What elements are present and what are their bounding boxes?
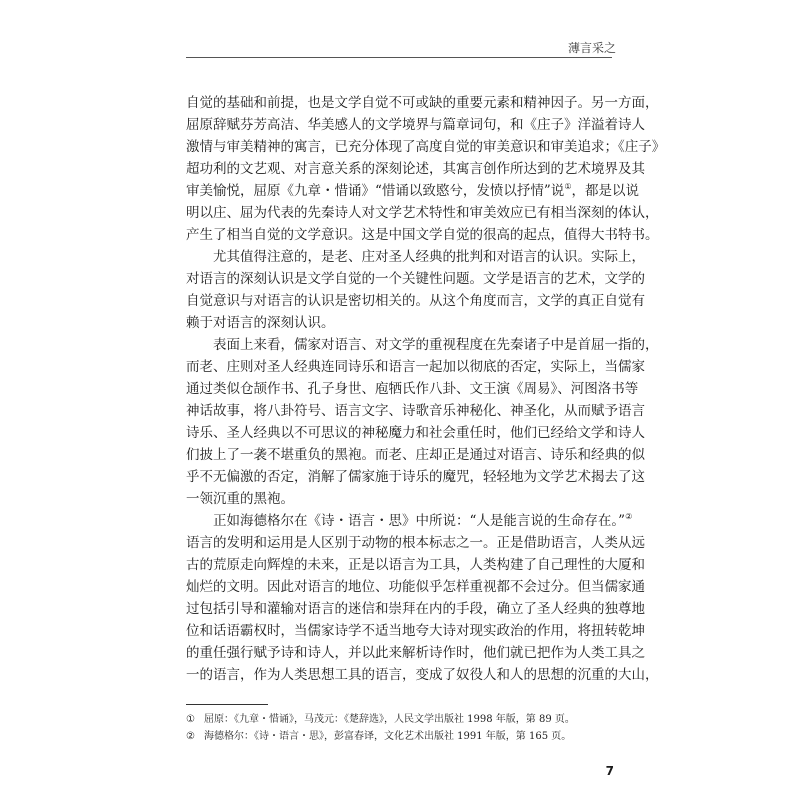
text-line: 诗乐、圣人经典以不可思议的神秘魔力和社会重任时，他们已经给文学和诗人 [186,425,645,441]
text-line: 明以庄、屈为代表的先秦诗人对文学艺术特性和审美效应已有相当深刻的体认， [186,205,659,221]
text-line: 而老、庄则对圣人经典连同诗乐和语言一起加以彻底的否定，实际上，当儒家 [186,359,645,375]
page-number: 7 [605,764,614,778]
text-line: 一领沉重的黑袍。 [186,491,294,507]
footnote-ref[interactable]: ② [625,512,633,521]
text-line: 古的荒原走向辉煌的未来，正是以语言为工具，人类构建了自己理性的大厦和 [186,557,645,573]
footnote-item [186,711,614,728]
footnote-text: 屈原：《九章・惜诵》，马茂元：《楚辞选》，人民文学出版社 1998 年版，第 89 页。 [204,714,575,725]
text-line: 激情与审美精神的寓言，已充分体现了高度自觉的审美意识和审美追求；《庄子》 [186,139,666,155]
text-line: 语言的发明和运用是人区别于动物的根本标志之一。正是借助语言，人类从远 [186,535,645,551]
text-line: 位和话语霸权时，当儒家诗学不适当地夸大诗对现实政治的作用，将扭转乾坤 [186,623,645,639]
text-line: 表面上来看，儒家对语言、对文学的重视程度在先秦诸子中是首屈一指的， [213,337,659,353]
text-line [186,180,639,202]
header-rule [186,57,612,58]
footnote-text: 海德格尔：《诗・语言・思》，彭富春译，文化艺术出版社 1991 年版，第 165 页。 [204,731,572,742]
footnote-item [186,728,614,745]
text-line: 赖于对语言的深刻认识。 [186,315,335,331]
text-line: 的重任强行赋予诗和诗人，并以此来解析诗作时，他们就已把作为人类工具之 [186,645,645,661]
text-line: 通过类似仓颉作书、孔子身世、庖牺氏作八卦、文王演《周易》、河图洛书等 [186,381,639,397]
text-line: 乎不无偏激的否定，消解了儒家施于诗乐的魔咒，轻轻地为文学艺术揭去了这 [186,469,645,485]
text-line: 灿烂的文明。因此对语言的地位、功能似乎怎样重视都不会过分。但当儒家通 [186,579,645,595]
text-line: 们披上了一袭不堪重负的黑袍。而老、庄却正是通过对语言、诗乐和经典的似 [186,447,645,463]
text-line: 超功利的文艺观、对言意关系的深刻论述，其寓言创作所达到的艺术境界及其 [186,161,645,177]
footnote-mark: ① [186,714,195,725]
text-line: 自觉意识与对语言的认识是密切相关的。从这个角度而言，文学的真正自觉有 [186,293,645,309]
text-segment: ，都是以说 [571,183,639,199]
text-line: 产生了相当自觉的文学意识。这是中国文学自觉的很高的起点，值得大书特书。 [186,227,659,243]
text-segment: 正如海德格尔在《诗・语言・思》中所说：“人是能言说的生命存在。” [213,513,626,529]
text-segment: 审美愉悦，屈原《九章・惜诵》“惜诵以致愍兮，发愤以抒情”说 [186,183,565,199]
text-line: 一的语言，作为人类思想工具的语言，变成了奴役人和人的思想的沉重的大山， [186,667,659,683]
text-line: 对语言的深刻认识是文学自觉的一个关键性问题。文学是语言的艺术，文学的 [186,271,645,287]
text-line: 过包括引导和灌输对语言的迷信和崇拜在内的手段，确立了圣人经典的独尊地 [186,601,645,617]
footnotes [186,711,614,745]
text-line [186,510,633,532]
text-line: 屈原辞赋芬芳高洁、华美感人的文学境界与篇章词句，和《庄子》洋溢着诗人 [186,117,645,133]
running-title: 薄言采之 [567,41,616,55]
footnote-ref[interactable]: ① [564,182,572,191]
footnote-rule [186,704,268,705]
body-text [186,92,666,686]
text-line: 尤其值得注意的，是老、庄对圣人经典的批判和对语言的认识。实际上， [213,249,645,265]
text-line: 神话故事，将八卦符号、语言文字、诗歌音乐神秘化、神圣化，从而赋予语言 [186,403,645,419]
text-line: 自觉的基础和前提，也是文学自觉不可或缺的重要元素和精神因子。另一方面， [186,95,659,111]
footnote-mark: ② [186,731,195,742]
